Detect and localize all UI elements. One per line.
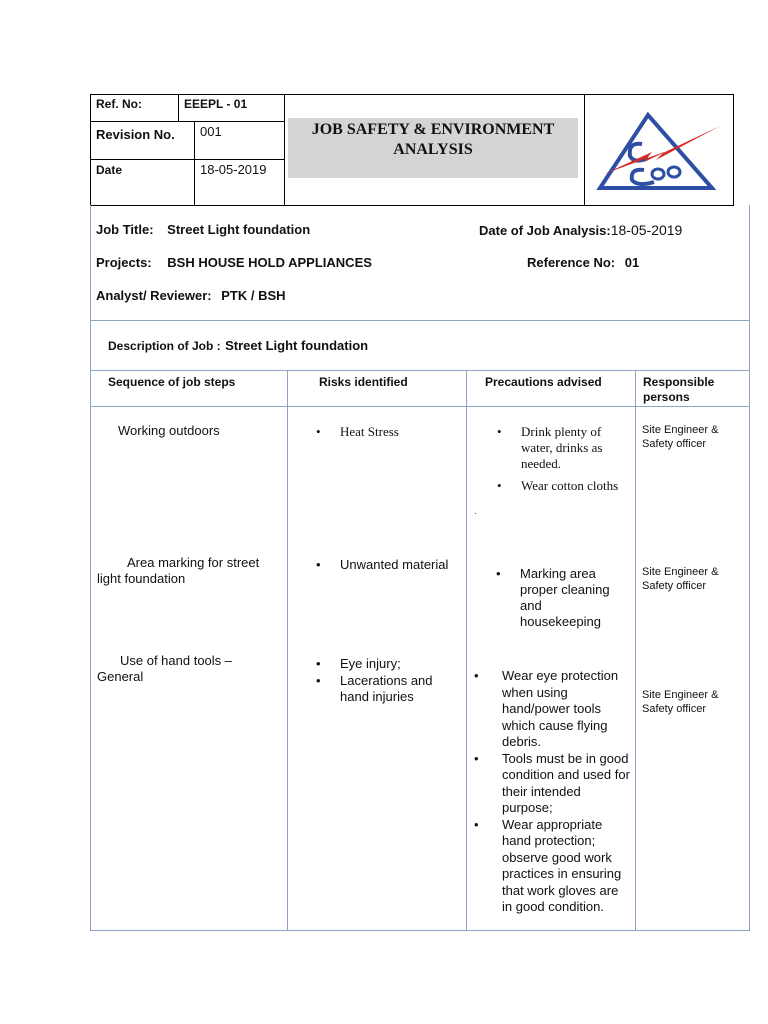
responsible-line-2: Safety officer — [642, 703, 706, 715]
analyst-value: PTK / BSH — [221, 288, 286, 303]
col-header-responsible — [643, 375, 714, 405]
responsible-line-1: Site Engineer & — [642, 424, 719, 436]
row1-step: Working outdoors — [118, 423, 220, 438]
row3-risks — [316, 656, 464, 709]
title-line-1: JOB SAFETY & ENVIRONMENT — [311, 121, 555, 138]
responsible-line-1: Site Engineer & — [642, 566, 719, 578]
row1-risks — [316, 424, 456, 444]
row1-stray-dot: . — [474, 506, 477, 516]
step-line-2: General — [97, 669, 144, 684]
row2-precautions — [496, 566, 626, 634]
step-line-2: light foundation — [97, 571, 186, 586]
reference-label: Reference No: — [527, 255, 616, 270]
date-analysis-row — [479, 222, 682, 238]
reference-row — [527, 255, 639, 270]
row1-precautions — [497, 424, 629, 498]
job-title-row — [96, 222, 310, 237]
step-line-1: Use of hand tools – — [120, 653, 233, 668]
row2-risk-item: • Unwanted material — [316, 557, 464, 573]
col-header-precautions: Precautions advised — [485, 375, 602, 389]
reference-value: 01 — [624, 255, 640, 270]
date-value: 18-05-2019 — [200, 162, 267, 177]
projects-row — [96, 255, 372, 270]
row1-risk-item: • Heat Stress — [316, 424, 456, 440]
row3-risk-item: • Eye injury; — [316, 656, 464, 672]
row3-risk-item: • Lacerations and hand injuries — [316, 673, 464, 705]
row1-precaution-item: • Drink plenty of water, drinks as needed. — [497, 424, 629, 472]
row2-precaution-item: • Marking area proper cleaning and housekeeping — [496, 566, 626, 630]
analyst-row — [96, 288, 286, 303]
date-label: Date — [96, 163, 123, 177]
projects-value: BSH HOUSE HOLD APPLIANCES — [167, 255, 372, 270]
responsible-header-line-1: Responsible — [643, 375, 715, 389]
col-header-risks: Risks identified — [319, 375, 408, 389]
date-analysis-value: 18-05-2019 — [610, 222, 683, 238]
responsible-header-line-2: persons — [643, 390, 690, 404]
row3-step — [97, 653, 282, 685]
row3-precaution-item: • Wear appropriate hand protection; observe good work practices in ensuring that work gloves are in good condition. — [474, 817, 632, 916]
revision-label: Revision No. — [96, 127, 175, 142]
responsible-line-1: Site Engineer & — [642, 689, 719, 701]
job-title-label: Job Title: — [96, 222, 154, 237]
description-row — [108, 337, 368, 355]
analyst-label: Analyst/ Reviewer: — [96, 288, 212, 303]
responsible-line-2: Safety officer — [642, 580, 706, 592]
projects-label: Projects: — [96, 255, 152, 270]
row2-responsible — [642, 565, 718, 593]
title-line-2: ANALYSIS — [393, 141, 473, 158]
company-logo — [594, 112, 724, 194]
row1-responsible — [642, 423, 718, 451]
row1-precaution-item: • Wear cotton cloths — [497, 478, 629, 494]
ref-no-label: Ref. No: — [96, 97, 142, 111]
responsible-line-2: Safety officer — [642, 438, 706, 450]
row3-precaution-item: • Tools must be in good condition and used for their intended purpose; — [474, 751, 632, 817]
row3-precautions — [474, 668, 632, 916]
row3-responsible — [642, 688, 718, 716]
revision-value: 001 — [200, 124, 222, 139]
row2-risks — [316, 557, 464, 577]
description-label: Description of Job : — [108, 339, 221, 353]
job-title-value: Street Light foundation — [167, 222, 311, 237]
step-line-1: Area marking for street — [127, 555, 260, 570]
document-title — [288, 120, 578, 160]
row2-step — [97, 555, 282, 587]
date-analysis-label: Date of Job Analysis: — [479, 223, 611, 238]
ref-no-value: EEEPL - 01 — [184, 97, 248, 111]
col-header-steps: Sequence of job steps — [108, 375, 236, 389]
description-value: Street Light foundation — [225, 338, 369, 353]
row3-precaution-item: • Wear eye protection when using hand/power tools which cause flying debris. — [474, 668, 632, 751]
